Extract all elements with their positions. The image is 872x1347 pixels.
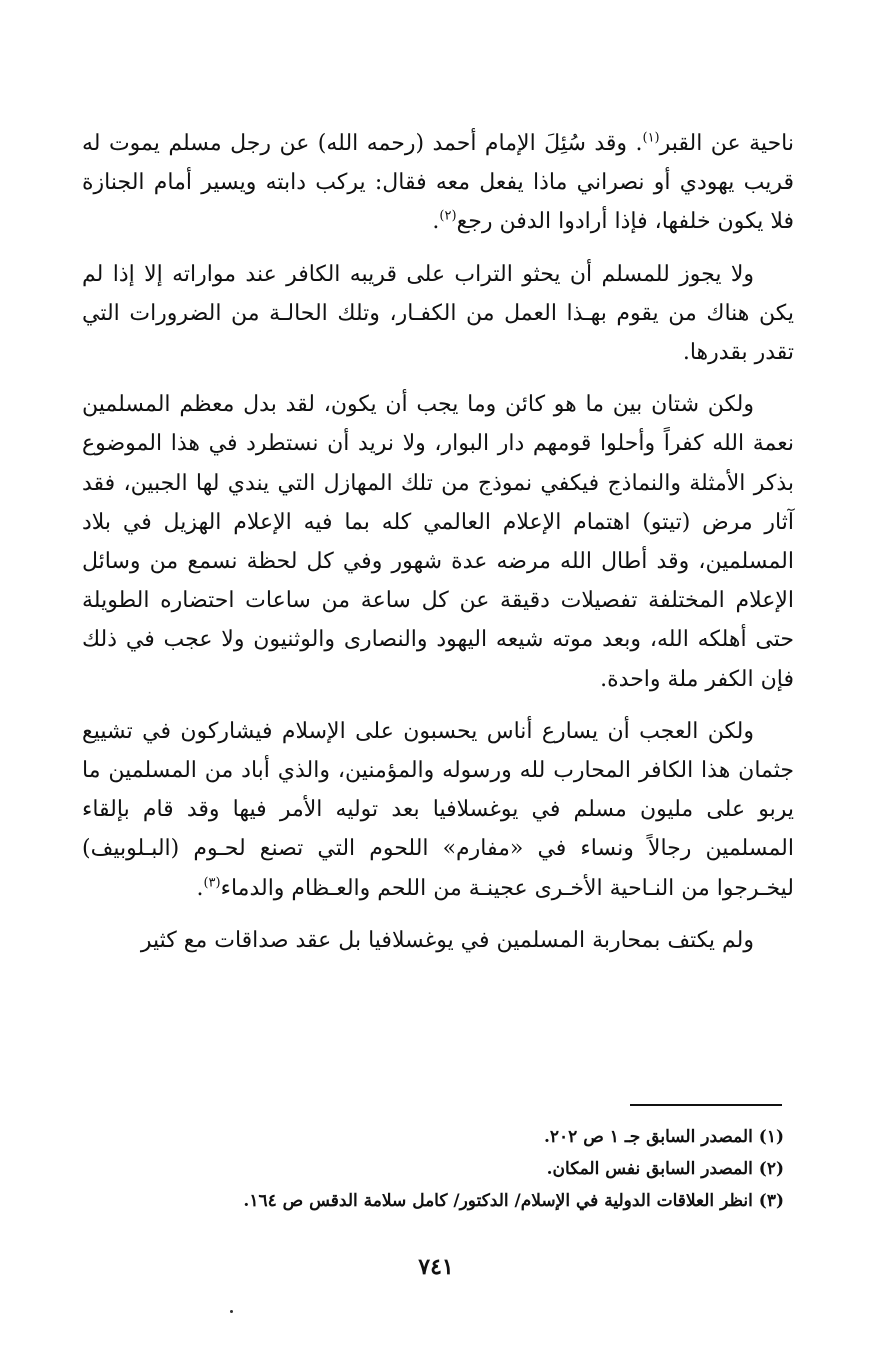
footnotes — [84, 1124, 784, 1220]
main-text — [82, 124, 794, 960]
paragraph-1-text-b: . وقد سُئِلَ الإمام أحمد (رحمه الله) عن رجل مسلم يموت له قريب يهودي أو نصراني ماذا يفعل معه فقال: يركب دابته ويسير أمام الجنازة فلا يكون خلفها، فإذا أرادوا الدفن رجع — [82, 131, 794, 235]
scan-speck — [230, 1310, 233, 1313]
paragraph-4-text-b: . — [196, 875, 204, 901]
footnote-2: (٢) المصدر السابق نفس المكان. — [546, 1159, 784, 1179]
paragraph-4 — [82, 712, 794, 908]
footnote-ref-2: (٢) — [439, 209, 457, 225]
footnote-1: (١) المصدر السابق جـ ١ ص ٢٠٢. — [543, 1127, 784, 1147]
footnote-divider — [630, 1104, 782, 1106]
footnote-ref-3: (٣) — [203, 875, 221, 891]
paragraph-5: ولم يكتف بمحاربة المسلمين في يوغسلافيا بل عقد صداقات مع كثير — [140, 927, 754, 953]
footnote-3: (٣) انظر العلاقات الدولية في الإسلام/ الدكتور/ كامل سلامة الدقس ص ١٦٤. — [243, 1191, 784, 1211]
paragraph-4-text-a: ولكن العجب أن يسارع أناس يحسبون على الإسلام فيشاركون في تشييع جثمان هذا الكافر المحارب لله ورسوله والمؤمنين، والذي أباد من المسلمين ما يربو على مليون مسلم في يوغسلافيا بعد توليه الأمر فيها وقد قام بإلقاء المسلمين رجالاً ونساء في «مفارم» اللحوم التي تصنع لحـوم (البـلوبيف) ليخـرجوا من النـاحية الأخـرى عجينـة من اللحم والعـظام والدماء — [82, 718, 794, 901]
paragraph-1-text-a: ناحية عن القبر — [659, 131, 794, 156]
paragraph-1 — [82, 124, 794, 242]
paragraph-3: ولكن شتان بين ما هو كائن وما يجب أن يكون، لقد بدل معظم المسلمين نعمة الله كفراً وأحلوا قومهم دار البوار، ولا نريد أن نستطرد في هذا الموضوع بذكر الأمثلة والنماذج فيكفي نموذج من تلك المهازل التي يندي لها الجبين، فقد آثار مرض (تيتو) اهتمام الإعلام العالمي كله بما فيه الإعلام الهزيل في بلاد المسلمين، وقد أطال الله مرضه عدة شهور وفي كل لحظة نسمع من وسائل الإعلام المختلفة تفصيلات دقيقة عن كل ساعة من ساعات احتضاره الطويلة حتى أهلكه الله، وبعد موته شيعه اليهود والنصارى والوثنيون ولا عجب في ذلك فإن الكفر ملة واحدة. — [82, 392, 794, 692]
paragraph-2: ولا يجوز للمسلم أن يحثو التراب على قريبه الكافر عند مواراته إلا إذا لم يكن هناك من يقوم بهـذا العمل من الكفـار، وتلك الحالـة من الضرورات التي تقدر بقدرها. — [82, 261, 794, 366]
page-number: ٧٤١ — [418, 1254, 454, 1280]
paragraph-1-text-c: . — [432, 209, 440, 235]
footnote-ref-1: (١) — [642, 130, 660, 146]
